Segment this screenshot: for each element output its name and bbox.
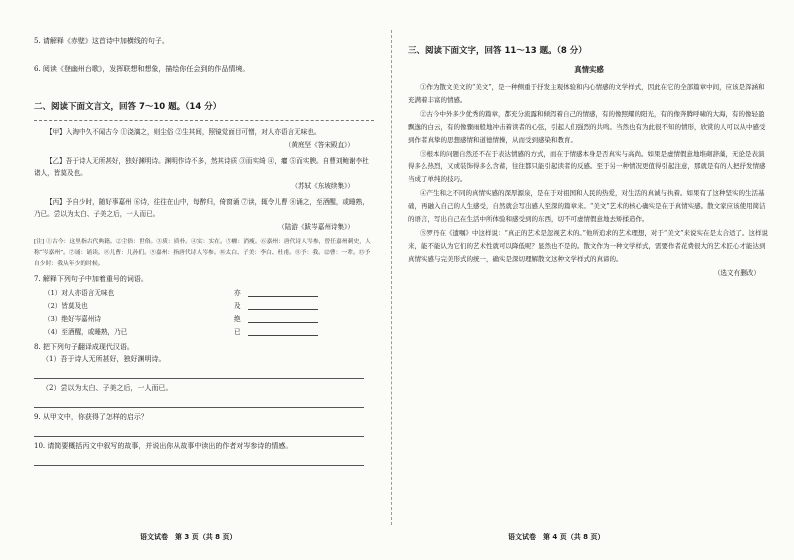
paragraph-3: ③根本的问题自然还不在于表达情感的方式，而在于情感本身是否真实与高尚。如果是虚情假意地堆砌辞藻，无论是表演得多么热烈，又或装饰得多么含蓄，往往都只能引起读者的反感。至于另一种情况更值得引起注意，那就是有的人把抒发情感当成了单纯的技巧。 [408, 149, 766, 184]
page-3 [0, 0, 388, 560]
passage-bing: 【丙】予自少时，随好事嘉州 ⑥诗，往往在山中，每醉归，倚窗诵 ⑦读，辄令儿曹 ⑧诵之，至酒醒，或睡熟，乃已。尝以为太白、子美之后，一人而已。 [34, 198, 369, 218]
answer-blank[interactable] [248, 313, 318, 323]
passage-jia-source: （黄庭坚《答宋殿直》） [284, 141, 354, 149]
answer-line[interactable] [34, 366, 364, 379]
paragraph-5: ⑤罗丹在《遗嘱》中这样说：“真正的艺术是忽视艺术的。”他所追求的艺术理想，对于“美文”来说实在是太合适了。这样说来，能不能认为它们的艺术性就可以降低呢？显然也不是的。散文作为一种文学样式，需要作者花费很大的艺术匠心才能达到真情实感与完美形式的统一，确实是深切理解散文这种文学样式的真谛的。 [408, 228, 769, 263]
paragraph-4: ④产生和之不同的真情实感的深厚源泉，是在于对祖国和人民的热爱，对生活的真诚与执着。如果有了这种坚实的生活基础，再融入自己的人生感受，自然就会写出感人至深的篇章来。“美文”艺术的核心确实是在于真情实感。散文家应该使用简洁的语言，写出自己在生活中所体验和感受到的东西，切不可虚情假意地去矫揉造作。 [408, 189, 766, 224]
question-10: 10. 请简要概括丙文中叙写的故事，并说出你从故事中读出的作者对岑参诗的情感。 [34, 442, 293, 450]
passage-title: 真情实感 [574, 65, 604, 74]
page-footer: 语文试卷 第 4 页（共 8 页） [508, 533, 605, 541]
passage-yi-source: （苏轼《东坡续集》） [291, 182, 354, 190]
question-9: 9. 从甲文中，你获得了怎样的启示？ [34, 413, 148, 421]
q7-item: （2）皆莫及也 及 [34, 300, 374, 313]
question-8-1: （1）吾于诗人无所甚好，独好渊明诗。 [42, 355, 166, 363]
q7-item: （1）对人亦语言无味也 亦 [34, 287, 374, 300]
section-2-heading: 二、阅读下面文言文，回答 7～10 题。（14 分） [34, 102, 222, 112]
passage-jia: 【甲】入淘中久不闻古今 ①浇漓之，则尘俗 ②生其间，照镜觉面目可憎，对人亦语言无味也。 [46, 128, 321, 136]
section-3-heading: 三、阅读下面文字，回答 11～13 题。（8 分） [408, 46, 587, 56]
answer-line[interactable] [34, 395, 364, 408]
answer-blank[interactable] [248, 287, 318, 297]
paragraph-2: ②古今中外多少优秀的篇章，都充分流露和倾泻着自己的情感，有的像照耀的阳光，有的像奔腾呼啸的大海，有的像轻盈飘逸的白云，有的像骤雨般地冲击着读者的心弦，引起人们强烈的共鸣。当然也有为此很不知的情形，欣赏的人可以从中感受到作者真挚的思想感情和道德情操，从而受到感染和教育。 [408, 109, 766, 144]
q7-item: （3）绝好岑嘉州诗 绝 [34, 313, 374, 326]
page-4 [398, 0, 794, 560]
q7-item: （4）至酒醒，或睡熟，乃已 已 [34, 326, 374, 339]
question-6: 6. 阅读《登幽州台歌》，发挥联想和想象，描绘你任会到的作品情境。 [34, 65, 250, 73]
page-footer: 语文试卷 第 3 页（共 8 页） [140, 533, 237, 541]
passage-source: （选文有删改） [713, 268, 760, 277]
question-5: 5. 请解释《赤壁》这首诗中加横线的句子。 [34, 37, 169, 45]
question-8: 8. 把下列句子翻译成现代汉语。 [34, 343, 134, 351]
question-8-2: （2）尝以为太白、子美之后，一人而已。 [42, 384, 173, 392]
section-divider [34, 120, 374, 121]
passage-bing-source: （陆游《跋岑嘉州诗集》） [278, 223, 354, 231]
passage-yi: 【乙】吾于诗人无所甚好，独好渊明诗。渊明作诗不多，然其诗质 ③而实绮 ④，癯 ⑤而实腴。自曹刘鲍谢李杜诸人，皆莫及也。 [34, 157, 369, 177]
answer-blank[interactable] [248, 326, 318, 336]
annotations: [注] ①古今：这里指古代典籍。②尘俗：世俗。③质：质朴。④实：实在。⑤癯：消瘦。⑥嘉州：唐代诗人岑参，曾任嘉州刺史，人称“岑嘉州”。⑦诵：诵读。⑧儿曹：儿孙们。⑨嘉州：指唐代诗人岑参。⑩太白、子美：李白、杜甫。⑪予：我。⑫曹：一辈。⑬予自少时：我从年少的时候。 [34, 239, 371, 267]
answer-blank[interactable] [248, 300, 318, 310]
page-divider [391, 30, 392, 525]
answer-line[interactable] [34, 424, 364, 437]
paragraph-1: ①作为散文美文的“美文”，是一种侧重于抒发主观体验和内心情感的文学样式，因此在它的全部篇章中间，应该是浑涵和充满着丰富的情感。 [408, 83, 765, 104]
question-7: 7. 解释下列句子中加着重号的词语。 [34, 275, 148, 283]
answer-line[interactable] [34, 453, 364, 466]
